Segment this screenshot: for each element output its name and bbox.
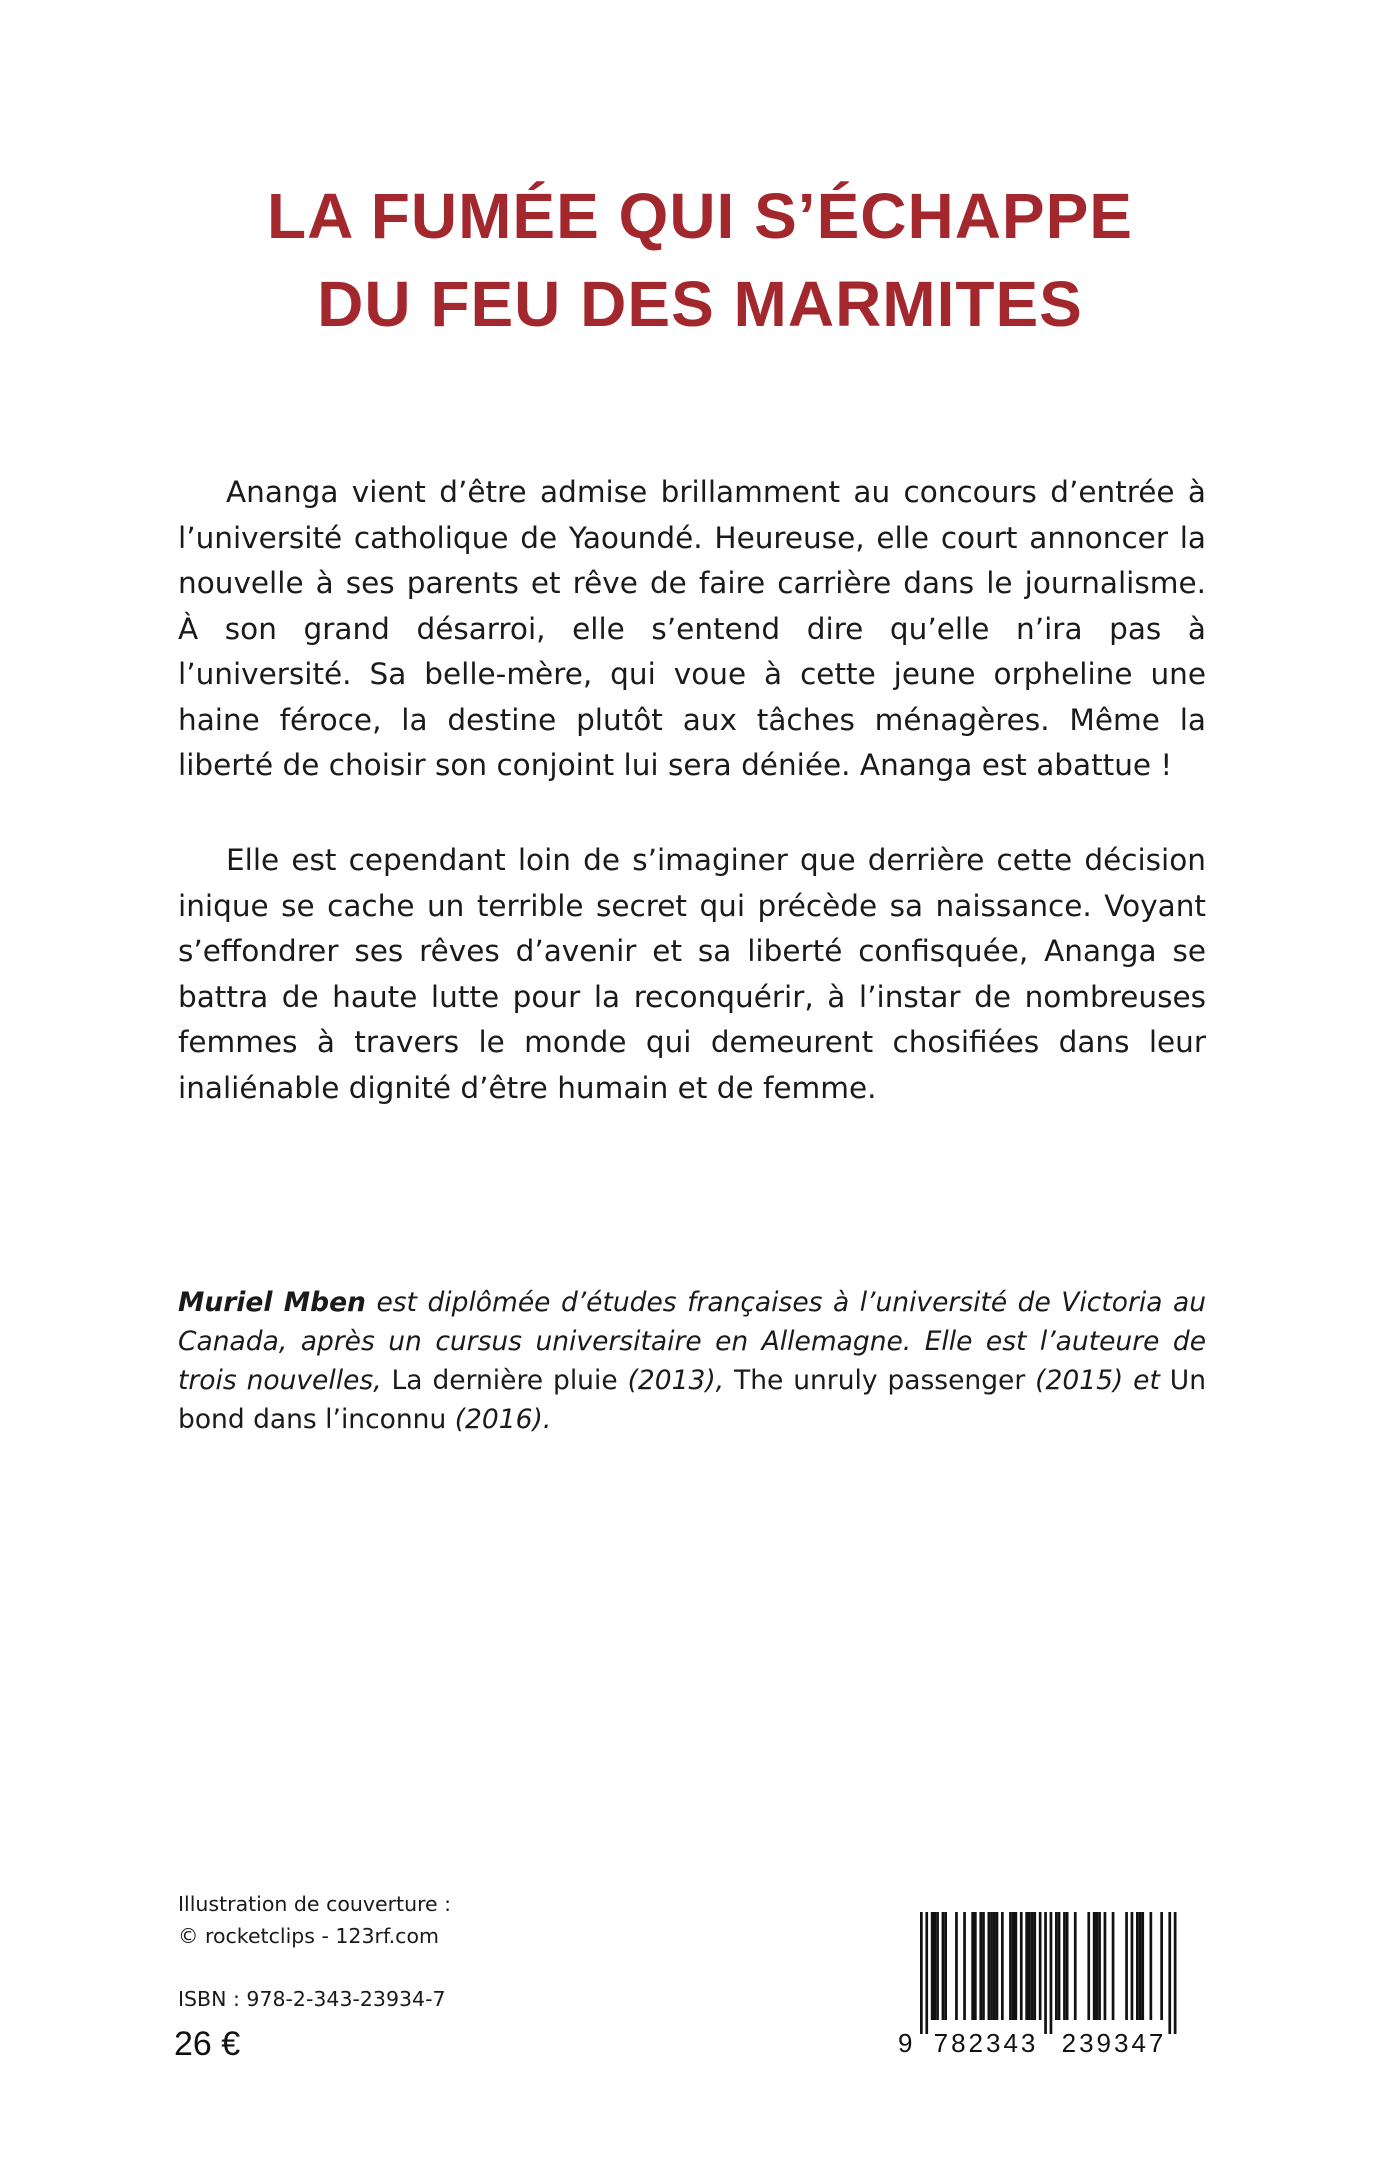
book-title-line-1: LA FUMÉE QUI S’ÉCHAPPE [267, 180, 1133, 252]
barcode-bar [1015, 1912, 1018, 2020]
cover-illustration-credit [178, 1888, 451, 1952]
barcode-digits-left: 782343 [933, 2028, 1039, 2058]
barcode-guard-bar [1174, 1912, 1177, 2034]
blurb-paragraph-2: Elle est cependant loin de s’imaginer que derrière cette décision inique se cache un terrible secret qui précède sa naissance. Voyant s’effondrer ses rêves d’avenir et sa liberté confisquée, Ananga se battra de haute lutte pour la reconquérir, à l’instar de nombreuses femmes à travers le monde qui demeurent chosifiées dans leur inaliénable dignité d’être humain et de femme. [178, 843, 1206, 1105]
barcode-bar [1039, 1912, 1042, 2020]
barcode-guard-bar [1044, 1912, 1047, 2034]
barcode-bar [1098, 1912, 1101, 2020]
barcode-bar [1150, 1912, 1153, 2020]
barcode-bar [1141, 1912, 1144, 2020]
barcode-bar [1033, 1912, 1036, 2020]
barcode-bar [931, 1912, 934, 2020]
barcode-bar [988, 1912, 991, 2020]
barcode-bar [1160, 1912, 1163, 2020]
barcode-bar [1112, 1912, 1115, 2020]
bio-year-1: (2013), [617, 1365, 735, 1396]
barcode-bar [990, 1912, 993, 2020]
author-bio [178, 1283, 1206, 1439]
barcode-bar [1139, 1912, 1142, 2020]
book-title-3: Un bond dans l’inconnu [178, 1365, 1206, 1435]
barcode-digits-right: 239347 [1061, 2028, 1167, 2058]
barcode-graphic [890, 1910, 1210, 2058]
barcode-bar [1058, 1912, 1061, 2020]
barcode-bar [1131, 1912, 1134, 2020]
book-title [0, 172, 1400, 348]
barcode-bar [1012, 1912, 1015, 2020]
book-title-line-2: DU FEU DES MARMITES [317, 268, 1083, 340]
barcode-bar [971, 1912, 974, 2020]
barcode-guard-bar [1050, 1912, 1053, 2034]
barcode-bar [974, 1912, 977, 2020]
barcode-guard-bar [920, 1912, 923, 2034]
barcode-bar [1104, 1912, 1107, 2020]
credit-label: Illustration de couverture : [178, 1892, 452, 1916]
barcode-guard-bar [925, 1912, 928, 2034]
isbn-text: ISBN : 978-2-343-23934-7 [178, 1987, 446, 2011]
barcode-bar [1001, 1912, 1004, 2020]
book-title-1: La dernière pluie [391, 1365, 618, 1396]
barcode-guard-bar [1168, 1912, 1171, 2034]
barcode-bar [993, 1912, 996, 2020]
bio-year-3: (2016). [446, 1404, 552, 1435]
price-text: 26 € [174, 2025, 241, 2063]
barcode-bar [982, 1912, 985, 2020]
barcode-bar [1066, 1912, 1069, 2020]
barcode-bar [955, 1912, 958, 2020]
barcode-bar [1096, 1912, 1099, 2020]
book-title-2: The unruly passenger [734, 1365, 1026, 1396]
barcode-bar [1028, 1912, 1031, 2020]
barcode-bar [996, 1912, 999, 2020]
barcode-bar [963, 1912, 966, 2020]
barcode-bar [1020, 1912, 1023, 2020]
barcode-bar [942, 1912, 945, 2020]
barcode-bar [1063, 1912, 1066, 2020]
barcode-bar [1074, 1912, 1077, 2020]
barcode-bar [936, 1912, 939, 2020]
barcode-bar [1087, 1912, 1090, 2020]
barcode-digit-first: 9 [898, 2028, 913, 2058]
author-name: Muriel Mben [178, 1287, 366, 1318]
credit-source: © rocketclips - 123rf.com [178, 1924, 439, 1948]
barcode-bar [944, 1912, 947, 2020]
barcode-bar [979, 1912, 982, 2020]
barcode-bar [1055, 1912, 1058, 2020]
bio-text-1: est diplômée d’études françaises à l’université de Victoria au Canada, après un cursus universitaire en Allemagne. Elle est l’auteure de trois nouvelles, [178, 1287, 1206, 1396]
barcode-bar [1136, 1912, 1139, 2020]
bio-year-2: (2015) et [1025, 1365, 1170, 1396]
barcode-bars [920, 1912, 1177, 2034]
barcode-bar [1025, 1912, 1028, 2020]
barcode-bar [1093, 1912, 1096, 2020]
ean13-barcode [890, 1910, 1210, 2058]
barcode-bar [934, 1912, 937, 2020]
blurb-paragraph-1: Ananga vient d’être admise brillamment au concours d’entrée à l’université catholique de Yaoundé. Heureuse, elle court annoncer la nouvelle à ses parents et rêve de faire carrière dans le journalisme. À son grand désarroi, elle s’entend dire qu’elle n’ira pas à l’université. Sa belle-mère, qui voue à cette jeune orpheline une haine féroce, la destine plutôt aux tâches ménagères. Même la liberté de choisir son conjoint lui sera déniée. Ananga est abattue ! [178, 475, 1206, 782]
barcode-bar [1125, 1912, 1128, 2020]
barcode-bar [1009, 1912, 1012, 2020]
barcode-bar [1031, 1912, 1034, 2020]
